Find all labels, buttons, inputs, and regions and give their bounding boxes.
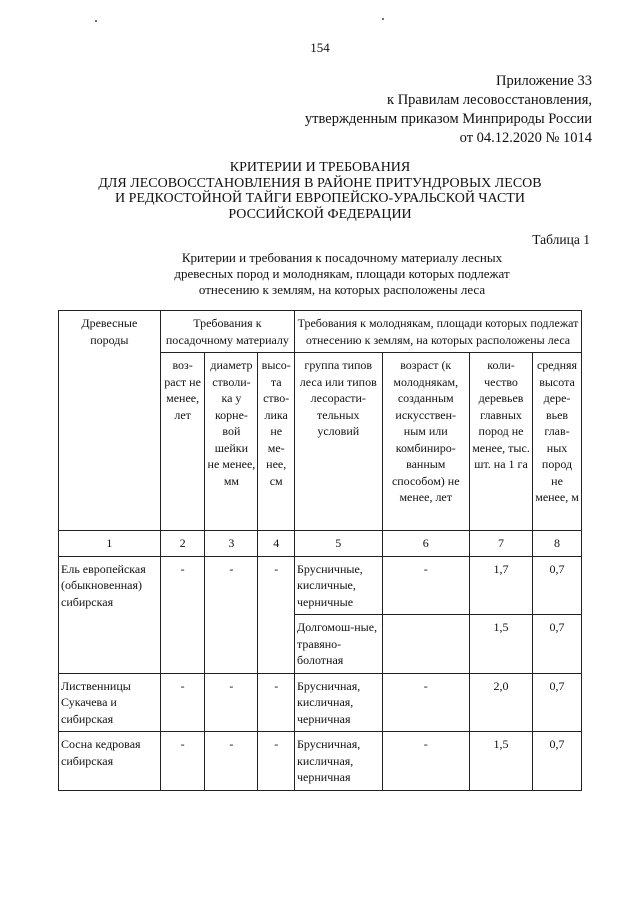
column-numbers-row: [59, 531, 582, 557]
species-cell: Лиственницы Сукачева и сибирская: [59, 673, 161, 732]
header-forest-type: группа типов леса или типов лесорасти-тельных условий: [295, 353, 382, 531]
column-number: 2: [160, 531, 205, 557]
caption-line: древесных пород и молоднякам, площади которых подлежат: [174, 266, 510, 281]
page-number: 154: [310, 40, 330, 55]
height-cell: -: [258, 732, 295, 791]
young-age-cell: -: [382, 673, 469, 732]
age-cell: -: [160, 556, 205, 673]
table-label: Таблица 1: [532, 232, 590, 247]
appendix-line: от 04.12.2020 № 1014: [459, 130, 592, 146]
header-young-stands: Требования к молоднякам, площади которых подлежат отнесению к землям, на которых расположены леса: [295, 311, 582, 353]
appendix-line: к Правилам лесовосстановления,: [387, 92, 592, 108]
quantity-cell: 1,5: [469, 615, 532, 674]
avg-height-cell: 0,7: [533, 732, 582, 791]
document-title: [0, 160, 640, 222]
column-number: 4: [258, 531, 295, 557]
height-cell: -: [258, 556, 295, 673]
appendix-block: [305, 72, 592, 148]
avg-height-cell: 0,7: [533, 673, 582, 732]
forest-type-cell: Брусничная, кисличная, черничная: [295, 732, 382, 791]
criteria-table: [58, 310, 582, 791]
young-age-cell: [382, 615, 469, 674]
caption-line: отнесению к землям, на которых расположены леса: [198, 282, 486, 297]
quantity-cell: 1,5: [469, 732, 532, 791]
column-number: 1: [59, 531, 161, 557]
appendix-line: утвержденным приказом Минприроды России: [304, 111, 592, 127]
scan-speck: [382, 18, 384, 20]
scan-speck: [95, 20, 97, 22]
column-number: 6: [382, 531, 469, 557]
column-number: 5: [295, 531, 382, 557]
table-row: [59, 732, 582, 791]
quantity-cell: 1,7: [469, 556, 532, 615]
header-diameter: диаметр стволи-ка у корне-вой шейки не менее, мм: [205, 353, 258, 531]
table-row: [59, 556, 582, 615]
table-caption: [0, 250, 640, 298]
avg-height-cell: 0,7: [533, 615, 582, 674]
header-quantity: коли-чество деревьев главных пород не менее, тыс. шт. на 1 га: [469, 353, 532, 531]
header-planting-material: Требования к посадочному материалу: [160, 311, 294, 353]
caption-line: Критерии и требования к посадочному материалу лесных: [181, 250, 503, 265]
title-line: И РЕДКОСТОЙНОЙ ТАЙГИ ЕВРОПЕЙСКО-УРАЛЬСКОЙ ЧАСТИ: [115, 191, 525, 206]
header-height: высо-та ство-лика не ме-нее, см: [258, 353, 295, 531]
table-row: [59, 673, 582, 732]
avg-height-cell: 0,7: [533, 556, 582, 615]
header-age: воз-раст не менее, лет: [160, 353, 205, 531]
quantity-cell: 2,0: [469, 673, 532, 732]
title-line: КРИТЕРИИ И ТРЕБОВАНИЯ: [229, 160, 411, 175]
column-number: 7: [469, 531, 532, 557]
header-species: Древесные породы: [59, 311, 161, 531]
diameter-cell: -: [205, 673, 258, 732]
species-cell: Ель европейская (обыкновенная) сибирская: [59, 556, 161, 673]
column-number: 8: [533, 531, 582, 557]
species-cell: Сосна кедровая сибирская: [59, 732, 161, 791]
young-age-cell: -: [382, 556, 469, 615]
title-line: ДЛЯ ЛЕСОВОССТАНОВЛЕНИЯ В РАЙОНЕ ПРИТУНДРОВЫХ ЛЕСОВ: [98, 175, 542, 191]
forest-type-cell: Брусничная, кисличная, черничная: [295, 673, 382, 732]
young-age-cell: -: [382, 732, 469, 791]
diameter-cell: -: [205, 732, 258, 791]
diameter-cell: -: [205, 556, 258, 673]
column-number: 3: [205, 531, 258, 557]
appendix-line: Приложение 33: [496, 73, 592, 89]
header-avg-height: средняя высота дере-вьев глав-ных пород не менее, м: [533, 353, 582, 531]
age-cell: -: [160, 673, 205, 732]
title-line: РОССИЙСКОЙ ФЕДЕРАЦИИ: [228, 206, 412, 222]
forest-type-cell: Брусничные, кисличные, черничные: [295, 556, 382, 615]
forest-type-cell: Долгомош-ные, травяно-болотная: [295, 615, 382, 674]
height-cell: -: [258, 673, 295, 732]
header-row-1: [59, 311, 582, 353]
header-young-age: возраст (к молоднякам, созданным искусствен-ным или комбиниро-ванным способом) не менее, лет: [382, 353, 469, 531]
age-cell: -: [160, 732, 205, 791]
